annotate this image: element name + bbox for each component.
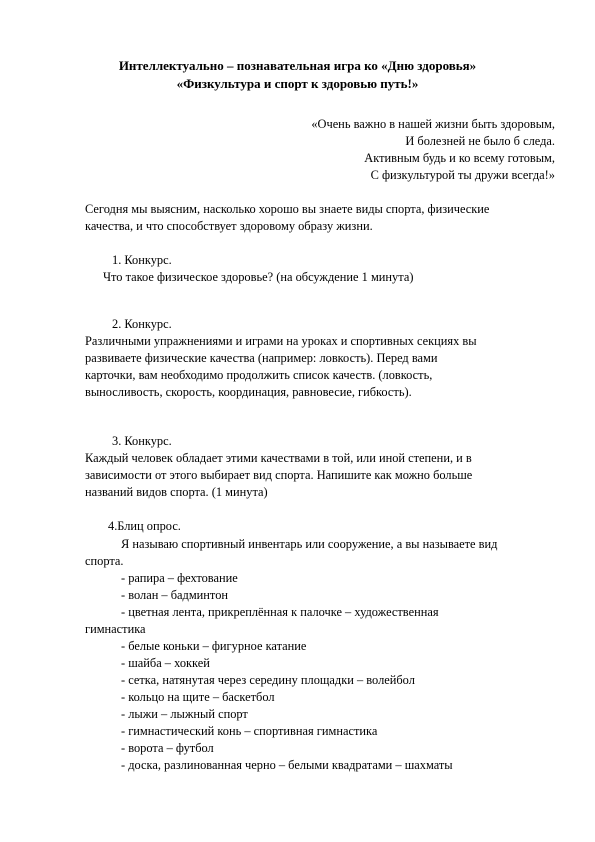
blitz-item: - белые коньки – фигурное катание [121,639,307,653]
blitz-item: - доска, разлинованная черно – белыми квадратами – шахматы [121,758,453,772]
intro-line-1: Сегодня мы выясним, насколько хорошо вы знаете виды спорта, физические [85,202,490,216]
contest-3-heading: 3. Конкурс. [112,434,172,448]
contest-3-line-2: зависимости от этого выбирает вид спорта. Напишите как можно больше [85,468,473,482]
epigraph-line-4: С физкультурой ты дружи всегда!» [370,168,555,182]
blitz-item: - сетка, натянутая через середину площадки – волейбол [121,673,415,687]
blitz-item-continuation: гимнастика [85,622,146,636]
blitz-intro-line-1: Я называю спортивный инвентарь или сооружение, а вы называете вид [121,537,498,551]
blitz-item: - шайба – хоккей [121,656,210,670]
contest-2-heading: 2. Конкурс. [112,317,172,331]
blitz-heading: 4.Блиц опрос. [108,519,181,533]
blitz-item: - кольцо на щите – баскетбол [121,690,275,704]
blitz-item: - цветная лента, прикреплённая к палочке – художественная [121,605,439,619]
epigraph-line-2: И болезней не было б следа. [405,134,555,148]
title-line-1: Интеллектуально – познавательная игра ко «Дню здоровья» [118,58,477,73]
intro-line-2: качества, и что способствует здоровому образу жизни. [85,219,373,233]
contest-2-line-1: Различными упражнениями и играми на уроках и спортивных секциях вы [85,334,477,348]
blitz-item: - лыжи – лыжный спорт [121,707,248,721]
epigraph-line-3: Активным будь и ко всему готовым, [364,151,555,165]
contest-3-line-1: Каждый человек обладает этими качествами в той, или иной степени, и в [85,451,472,465]
contest-2-line-4: выносливость, скорость, координация, равновесие, гибкость). [85,385,412,399]
contest-1-text: Что такое физическое здоровье? (на обсуждение 1 минута) [103,270,414,284]
contest-3-line-3: названий видов спорта. (1 минута) [85,485,268,499]
title-line-2: «Физкультура и спорт к здоровью путь!» [176,76,419,91]
blitz-item: - ворота – футбол [121,741,214,755]
blitz-item: - волан – бадминтон [121,588,229,602]
contest-2-line-3: карточки, вам необходимо продолжить список качеств. (ловкость, [85,368,433,382]
blitz-intro-line-2: спорта. [85,554,124,568]
blitz-item: - гимнастический конь – спортивная гимнастика [121,724,378,738]
epigraph-line-1: «Очень важно в нашей жизни быть здоровым, [311,117,555,131]
contest-2-line-2: развиваете физические качества (например: ловкость). Перед вами [85,351,438,365]
contest-1-heading: 1. Конкурс. [112,253,172,267]
blitz-item: - рапира – фехтование [121,571,238,585]
